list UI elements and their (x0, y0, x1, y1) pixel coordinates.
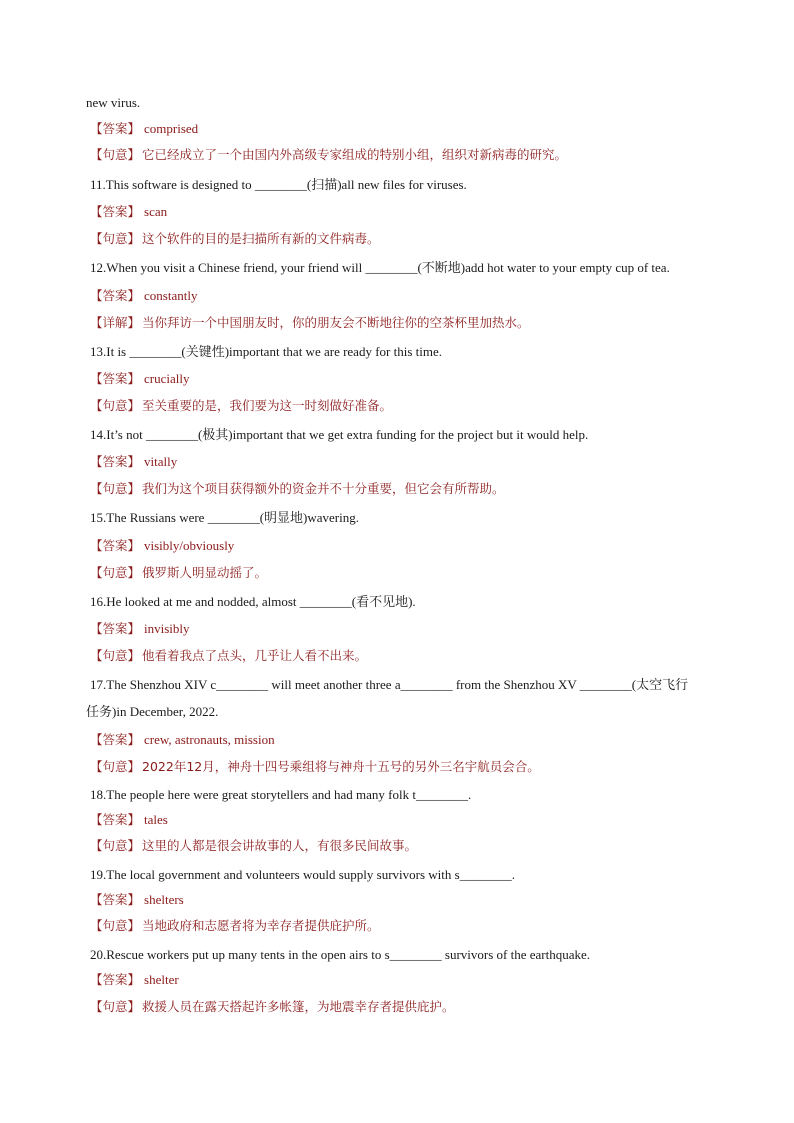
question-14: 14.It’s not ________(极其)important that we get extra funding for the project but it would help. (90, 427, 589, 442)
meaning-text: 我们为这个项目获得额外的资金并不十分重要，但它会有所帮助。 (142, 481, 505, 496)
meaning-row-19 (90, 918, 380, 934)
question-17-continuation: 任务)in December, 2022. (86, 704, 219, 719)
answer-text: comprised (144, 121, 199, 136)
meaning-tag: 【句意】 (90, 648, 141, 663)
meaning-text: 当地政府和志愿者将为幸存者提供庇护所。 (142, 918, 380, 933)
answer-tag: 【答案】 (90, 538, 141, 553)
question-13: 13.It is ________(关键性)important that we are ready for this time. (90, 344, 443, 359)
answer-text: scan (144, 204, 168, 219)
answer-tag: 【答案】 (90, 454, 141, 469)
question-19: 19.The local government and volunteers would supply survivors with s________. (90, 867, 515, 882)
meaning-row-10 (90, 147, 567, 163)
question-18: 18.The people here were great storytellers and had many folk t________. (90, 787, 472, 802)
answer-text: crucially (144, 371, 190, 386)
meaning-row-13 (90, 398, 392, 414)
answer-tag: 【答案】 (90, 892, 141, 907)
question-10-continuation: new virus. (86, 95, 141, 110)
meaning-text: 他看着我点了点头，几乎让人看不出来。 (142, 648, 368, 663)
question-15: 15.The Russians were ________(明显地)wavering. (90, 510, 359, 525)
answer-text: constantly (144, 288, 198, 303)
meaning-text: 这里的人都是很会讲故事的人，有很多民间故事。 (142, 838, 418, 853)
meaning-text: 俄罗斯人明显动摇了。 (142, 565, 268, 580)
question-16: 16.He looked at me and nodded, almost ________(看不见地). (90, 594, 416, 609)
answer-text: visibly/obviously (144, 538, 235, 553)
answer-row-16 (90, 621, 190, 637)
answer-text: tales (144, 812, 168, 827)
meaning-tag: 【句意】 (90, 231, 141, 246)
answer-tag: 【答案】 (90, 288, 141, 303)
meaning-row-20 (90, 999, 455, 1015)
meaning-row-11 (90, 231, 380, 247)
answer-text: crew, astronauts, mission (144, 732, 275, 747)
meaning-row-17 (90, 759, 540, 775)
meaning-tag: 【句意】 (90, 147, 141, 162)
meaning-row-16 (90, 648, 367, 664)
meaning-tag: 【句意】 (90, 838, 141, 853)
answer-text: invisibly (144, 621, 190, 636)
answer-tag: 【答案】 (90, 371, 141, 386)
answer-tag: 【答案】 (90, 121, 141, 136)
meaning-text: 这个软件的目的是扫描所有新的文件病毒。 (142, 231, 380, 246)
meaning-text: 至关重要的是，我们要为这一时刻做好准备。 (142, 398, 393, 413)
question-11: 11.This software is designed to ________(扫描)all new files for viruses. (90, 177, 467, 192)
detail-row-12 (90, 315, 530, 331)
detail-tag: 【详解】 (90, 315, 141, 330)
answer-row-13 (90, 371, 190, 387)
question-20: 20.Rescue workers put up many tents in the open airs to s________ survivors of the earthquake. (90, 947, 591, 962)
answer-row-12 (90, 288, 197, 304)
answer-tag: 【答案】 (90, 972, 141, 987)
question-12: 12.When you visit a Chinese friend, your friend will ________(不断地)add hot water to your empty cup of tea. (90, 260, 670, 275)
meaning-tag: 【句意】 (90, 481, 141, 496)
meaning-tag: 【句意】 (90, 999, 141, 1014)
answer-row-15 (90, 538, 234, 554)
answer-row-10 (90, 121, 198, 137)
meaning-text: 它已经成立了一个由国内外高级专家组成的特别小组，组织对新病毒的研究。 (142, 147, 568, 162)
answer-row-17 (90, 732, 275, 748)
meaning-row-15 (90, 565, 267, 581)
answer-tag: 【答案】 (90, 812, 141, 827)
answer-tag: 【答案】 (90, 732, 141, 747)
answer-text: shelters (144, 892, 184, 907)
answer-text: shelter (144, 972, 179, 987)
answer-row-14 (90, 454, 177, 470)
answer-tag: 【答案】 (90, 621, 141, 636)
question-17: 17.The Shenzhou XIV c________ will meet another three a________ from the Shenzhou XV ________(太空飞行 (90, 677, 689, 692)
answer-text: vitally (144, 454, 178, 469)
meaning-text: 救援人员在露天搭起许多帐篷，为地震幸存者提供庇护。 (142, 999, 455, 1014)
meaning-text: 当你拜访一个中国朋友时，你的朋友会不断地往你的空茶杯里加热水。 (142, 315, 530, 330)
meaning-text: 2022年12月，神舟十四号乘组将与神舟十五号的另外三名宇航员会合。 (142, 759, 540, 774)
meaning-tag: 【句意】 (90, 565, 141, 580)
meaning-tag: 【句意】 (90, 759, 141, 774)
answer-tag: 【答案】 (90, 204, 141, 219)
meaning-row-18 (90, 838, 417, 854)
answer-row-18 (90, 812, 168, 828)
meaning-tag: 【句意】 (90, 918, 141, 933)
meaning-tag: 【句意】 (90, 398, 141, 413)
meaning-row-14 (90, 481, 505, 497)
answer-row-19 (90, 892, 184, 908)
answer-row-11 (90, 204, 167, 220)
answer-row-20 (90, 972, 179, 988)
